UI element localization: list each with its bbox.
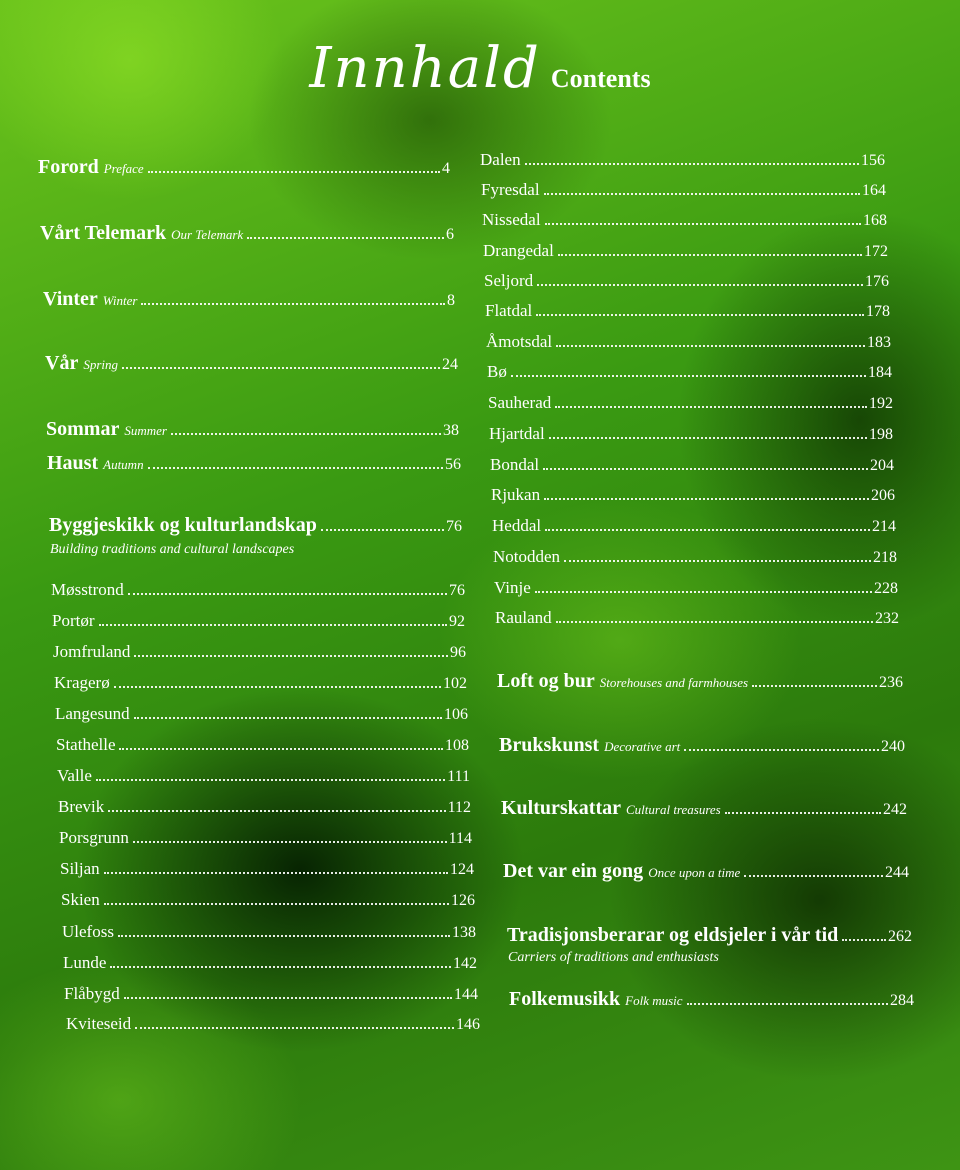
entry-page: 4 [442, 160, 450, 177]
toc-entry-haust[interactable] [47, 452, 461, 476]
leader-dots [545, 223, 861, 225]
leader-dots [744, 875, 883, 877]
entry-page: 92 [449, 613, 465, 630]
entry-label: Kviteseid [66, 1014, 132, 1033]
leader-dots [134, 717, 442, 719]
leader-dots [687, 1003, 888, 1005]
entry-page: 240 [881, 738, 905, 755]
entry-label: Porsgrunn [59, 828, 129, 847]
toc-entry-det-var-ein-gong[interactable] [503, 860, 909, 884]
entry-label: Kragerø [54, 673, 110, 692]
entry-page: 138 [452, 924, 476, 941]
entry-label: Loft og bur [497, 670, 595, 692]
entry-english: Decorative art [604, 739, 681, 754]
leader-dots [321, 529, 444, 531]
entry-page: 76 [449, 582, 465, 599]
entry-label: Heddal [492, 516, 542, 535]
entry-label: Drangedal [483, 241, 554, 260]
toc-entry-byggjeskikk[interactable] [49, 514, 462, 538]
entry-page: 144 [454, 986, 478, 1003]
entry-page: 111 [447, 768, 470, 785]
entry-english: Our Telemark [171, 227, 244, 242]
leader-dots [104, 872, 448, 874]
entry-label: Møsstrond [51, 580, 124, 599]
leader-dots [108, 810, 445, 812]
entry-label: Seljord [484, 271, 534, 290]
leader-dots [556, 345, 865, 347]
leader-dots [171, 433, 441, 435]
toc-place-stathelle[interactable] [56, 735, 469, 759]
entry-page: 142 [453, 955, 477, 972]
entry-page: 183 [867, 334, 891, 351]
entry-page: 96 [450, 644, 466, 661]
entry-english: Preface [103, 161, 144, 176]
leader-dots [119, 748, 443, 750]
toc-place-nissedal[interactable] [482, 210, 887, 234]
leader-dots [134, 655, 448, 657]
leader-dots [148, 467, 443, 469]
entry-label: Skien [61, 890, 100, 909]
leader-dots [511, 375, 866, 377]
entry-page: 108 [445, 737, 469, 754]
entry-page: 218 [873, 549, 897, 566]
entry-label: Flåbygd [64, 984, 120, 1003]
toc-entry-tradisjonsberarar[interactable] [507, 924, 912, 948]
toc-entry-loft-og-bur[interactable] [497, 670, 903, 694]
entry-label: Vinje [494, 578, 531, 597]
toc-place-siljan[interactable] [60, 859, 474, 883]
toc-place-vinje[interactable] [494, 578, 898, 602]
leader-dots [752, 685, 877, 687]
leader-dots [558, 254, 862, 256]
entry-label: Valle [57, 766, 92, 785]
toc-entry-forord[interactable] [38, 156, 450, 180]
entry-label: Ulefoss [62, 922, 114, 941]
title-sub: Contents [550, 64, 651, 93]
entry-page: 236 [879, 674, 903, 691]
toc-place-notodden[interactable] [493, 547, 897, 571]
entry-label: Sommar [46, 418, 120, 440]
leader-dots [544, 498, 869, 500]
entry-page: 242 [883, 801, 907, 818]
leader-dots [122, 367, 440, 369]
toc-place-skien[interactable] [61, 890, 475, 914]
leader-dots [118, 935, 450, 937]
toc-place-valle[interactable] [57, 766, 470, 790]
entry-label: Sauherad [488, 393, 552, 412]
entry-label: Vinter [43, 288, 98, 310]
entry-english: Once upon a time [648, 865, 741, 880]
leader-dots [247, 237, 444, 239]
entry-label: Stathelle [56, 735, 116, 754]
entry-page: 168 [863, 212, 887, 229]
toc-entry-sommar[interactable] [46, 418, 459, 442]
toc-place-portor[interactable] [52, 611, 465, 635]
leader-dots [556, 621, 873, 623]
toc-place-drangedal[interactable] [483, 241, 888, 265]
byggjeskikk-subtitle: Building traditions and cultural landscapes [50, 542, 295, 557]
entry-english: Spring [83, 357, 118, 372]
entry-page: 204 [870, 457, 894, 474]
entry-label: Brukskunst [499, 734, 600, 756]
entry-page: 126 [451, 892, 475, 909]
entry-label: Brevik [58, 797, 105, 816]
leader-dots [99, 624, 448, 626]
entry-page: 284 [890, 992, 914, 1009]
entry-page: 228 [874, 580, 898, 597]
entry-label: Åmotsdal [486, 332, 553, 351]
entry-label: Nissedal [482, 210, 541, 229]
leader-dots [128, 593, 447, 595]
entry-page: 206 [871, 487, 895, 504]
leader-dots [564, 560, 871, 562]
toc-entry-kulturskattar[interactable] [501, 797, 907, 821]
entry-label: Vårt Telemark [40, 222, 167, 244]
toc-place-heddal[interactable] [492, 516, 896, 540]
entry-page: 178 [866, 303, 890, 320]
leader-dots [535, 591, 872, 593]
toc-place-jomfruland[interactable] [53, 642, 466, 666]
entry-page: 24 [442, 356, 458, 373]
entry-label: Rauland [495, 608, 552, 627]
entry-label: Fyresdal [481, 180, 540, 199]
toc-place-hjartdal[interactable] [489, 424, 893, 448]
leader-dots [114, 686, 441, 688]
entry-label: Det var ein gong [503, 860, 644, 882]
entry-label: Portør [52, 611, 95, 630]
entry-label: Hjartdal [489, 424, 545, 443]
entry-page: 56 [445, 456, 461, 473]
entry-label: Langesund [55, 704, 130, 723]
toc-entry-vart-telemark[interactable] [40, 222, 454, 246]
toc-place-langesund[interactable] [55, 704, 468, 728]
entry-label: Vår [45, 352, 79, 374]
entry-page: 112 [447, 799, 471, 816]
toc-entry-folkemusikk[interactable] [509, 988, 914, 1012]
toc-place-mosstrond[interactable] [51, 580, 465, 604]
leader-dots [549, 437, 867, 439]
entry-label: Rjukan [491, 485, 541, 504]
leader-dots [135, 1027, 454, 1029]
entry-page: 214 [872, 518, 896, 535]
entry-label: Forord [38, 156, 99, 178]
entry-english: Winter [102, 293, 138, 308]
entry-page: 262 [888, 928, 912, 945]
entry-label: Folkemusikk [509, 988, 621, 1010]
entry-page: 244 [885, 864, 909, 881]
entry-page: 192 [869, 395, 893, 412]
leader-dots [525, 163, 859, 165]
leader-dots [148, 171, 440, 173]
leader-dots [110, 966, 451, 968]
entry-page: 176 [865, 273, 889, 290]
toc-place-fyresdal[interactable] [481, 180, 886, 204]
toc-place-ulefoss[interactable] [62, 922, 476, 946]
title-main: Innhald [309, 36, 541, 101]
leader-dots [725, 812, 881, 814]
entry-page: 172 [864, 243, 888, 260]
toc-place-sauherad[interactable] [488, 393, 893, 417]
toc-place-amotsdal[interactable] [486, 332, 891, 356]
entry-english: Autumn [103, 457, 144, 472]
toc-place-flabygd[interactable] [64, 984, 478, 1008]
leader-dots [545, 529, 870, 531]
entry-label: Kulturskattar [501, 797, 621, 819]
leader-dots [537, 284, 863, 286]
toc-place-bondal[interactable] [490, 455, 894, 479]
entry-label: Lunde [63, 953, 107, 972]
entry-page: 146 [456, 1016, 480, 1033]
entry-label: Dalen [480, 150, 521, 169]
leader-dots [543, 468, 868, 470]
toc-place-rjukan[interactable] [491, 485, 895, 509]
entry-english: Folk music [625, 993, 683, 1008]
entry-page: 106 [444, 706, 468, 723]
toc-place-flatdal[interactable] [485, 301, 890, 325]
leader-dots [133, 841, 447, 843]
leader-dots [536, 314, 864, 316]
leader-dots [842, 939, 886, 941]
page-title [0, 36, 960, 101]
toc-entry-var[interactable] [45, 352, 458, 376]
toc-entry-vinter[interactable] [43, 288, 455, 312]
entry-page: 76 [446, 518, 462, 535]
toc-place-rauland[interactable] [495, 608, 899, 632]
entry-page: 6 [446, 226, 454, 243]
entry-page: 164 [862, 182, 886, 199]
entry-label: Tradisjonsberarar og eldsjeler i vår tid [507, 924, 839, 946]
entry-page: 184 [868, 364, 892, 381]
toc-place-seljord[interactable] [484, 271, 889, 295]
leader-dots [684, 749, 879, 751]
entry-page: 198 [869, 426, 893, 443]
toc-entry-brukskunst[interactable] [499, 734, 905, 758]
entry-english: Summer [124, 423, 167, 438]
entry-label: Flatdal [485, 301, 533, 320]
entry-label: Byggjeskikk og kulturlandskap [49, 514, 317, 536]
entry-english: Storehouses and farmhouses [599, 675, 749, 690]
toc-place-dalen[interactable] [480, 150, 885, 174]
entry-page: 124 [450, 861, 474, 878]
entry-page: 114 [448, 830, 472, 847]
toc-place-kviteseid[interactable] [66, 1014, 480, 1038]
entry-label: Bondal [490, 455, 540, 474]
entry-label: Notodden [493, 547, 561, 566]
leader-dots [141, 303, 445, 305]
toc-place-lunde[interactable] [63, 953, 477, 977]
entry-label: Jomfruland [53, 642, 131, 661]
entry-page: 232 [875, 610, 899, 627]
leader-dots [104, 903, 449, 905]
tradisjon-subtitle: Carriers of traditions and enthusiasts [508, 950, 719, 965]
leader-dots [96, 779, 445, 781]
leader-dots [544, 193, 860, 195]
toc-place-bo[interactable] [487, 362, 892, 386]
entry-label: Siljan [60, 859, 100, 878]
toc-place-porsgrunn[interactable] [59, 828, 472, 852]
leader-dots [124, 997, 452, 999]
entry-page: 8 [447, 292, 455, 309]
entry-page: 38 [443, 422, 459, 439]
entry-label: Haust [47, 452, 99, 474]
leader-dots [555, 406, 867, 408]
toc-place-brevik[interactable] [58, 797, 471, 821]
entry-page: 102 [443, 675, 467, 692]
entry-english: Cultural treasures [626, 802, 721, 817]
toc-place-kragero[interactable] [54, 673, 467, 697]
entry-page: 156 [861, 152, 885, 169]
entry-label: Bø [487, 362, 507, 381]
